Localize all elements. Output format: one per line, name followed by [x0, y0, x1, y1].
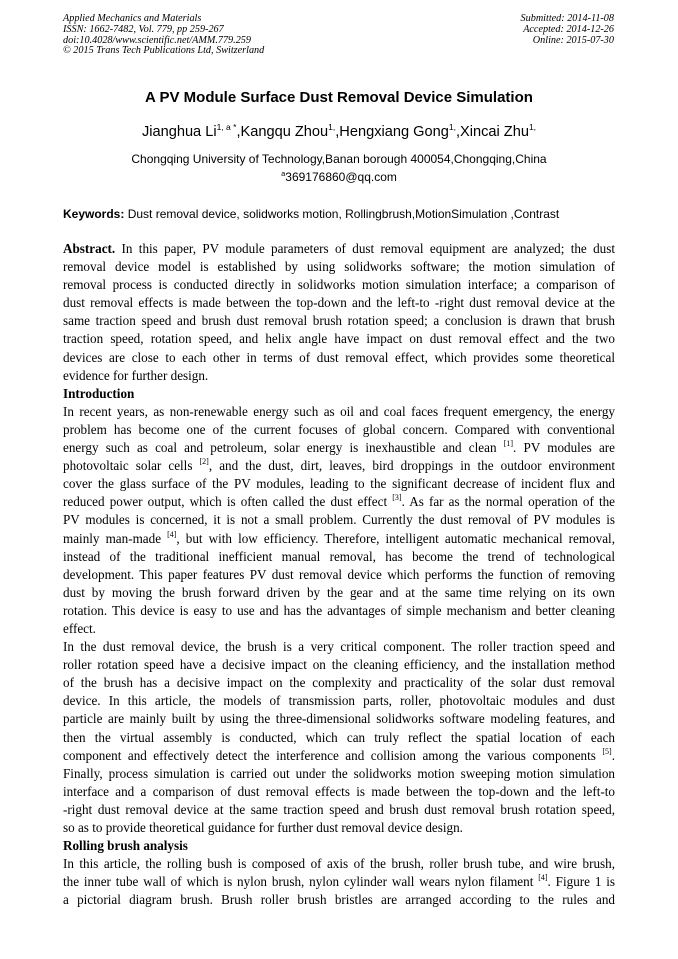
text-run: mainly man-made [63, 530, 168, 546]
text-line: a pictorial diagram brush. Brush roller brush bristles are arranged according to the rules and [63, 892, 615, 908]
text-line: so as to provide theoretical guidance for further dust removal device design. [63, 820, 463, 835]
text-run: photovoltaic solar cells [63, 458, 200, 474]
text-run: , and the dust, dirt, leaves, bird droppings in the outdoor environment [208, 458, 616, 474]
author-affil-mark: 1, a * [216, 122, 237, 132]
text-line: devices are close to each other in terms of dust removal effect, which provides some theoretical [63, 349, 615, 365]
text-line [63, 240, 615, 258]
issn-line: ISSN: 1662-7482, Vol. 779, pp 259-267 [63, 23, 224, 35]
text-line: of the brush has a decisive impact on the complexity and practicality of the solar dust removal [63, 675, 615, 691]
paper-title: A PV Module Surface Dust Removal Device Simulation [145, 89, 533, 106]
citation: [2] [199, 457, 209, 467]
text-run: energy such as coal and petroleum, solar energy is inexhaustible and clean [63, 440, 504, 456]
text-line: cover the glass surface of the PV modules, leading to the significant decrease of incident flux and [63, 476, 615, 492]
text-line: instead of the traditional inefficient manual removal, has become the trend of technological [63, 548, 615, 564]
author-name: ,Xincai Zhu [455, 124, 529, 140]
text-line: interface and a comparison of dust removal effects is made between the top-down and the left-to [63, 783, 615, 799]
keywords-text: Dust removal device, solidworks motion, Rollingbrush,MotionSimulation ,Contrast [124, 207, 560, 221]
author-affil-mark: 1, [328, 122, 336, 132]
text-line: evidence for further design. [63, 367, 209, 383]
text-run: component and effectively detect the interference and collision among the various components [63, 747, 603, 763]
text-run: , but with low efficiency. Therefore, intelligent automatic mechanical removal, [176, 530, 615, 546]
text-line: In this article, the rolling bush is composed of axis of the brush, roller brush tube, and wire brush, [63, 856, 615, 872]
text-line: removal device model is established by using solidworks software; the motion simulation of [63, 259, 615, 275]
author-name: ,Hengxiang Gong [335, 124, 449, 140]
text-line: dust by moving the brush forward driven by the gear and at the same time relying on its own [63, 584, 615, 600]
affiliation: Chongqing University of Technology,Banan borough 400054,Chongqing,China [131, 152, 547, 166]
text-run: . [611, 747, 615, 763]
keywords-label: Keywords: [63, 207, 125, 221]
author-list [0, 124, 678, 140]
main-text [63, 240, 615, 909]
introduction-paragraph-2 [63, 638, 615, 837]
copyright-line: © 2015 Trans Tech Publications Ltd, Switzerland [63, 45, 265, 57]
text-line [63, 747, 615, 765]
citation: [1] [503, 439, 514, 449]
citation: [4] [538, 873, 548, 883]
text-line: same traction speed and brush dust removal brush rotation speed; a conclusion is drawn that brush [63, 313, 615, 329]
text-line: development. This paper features PV dust removal device which performs the function of removing [63, 566, 615, 582]
introduction-paragraph-1 [63, 403, 615, 638]
abstract-label: Abstract. [63, 241, 116, 256]
text-line: PV modules is concerned, it is not a small problem. Currently the dust removal of PV modules is [63, 512, 615, 528]
submission-dates [521, 14, 614, 46]
citation: [3] [392, 493, 402, 503]
doi-line: doi:10.4028/www.scientific.net/AMM.779.259 [63, 34, 251, 46]
journal-name: Applied Mechanics and Materials [63, 13, 202, 24]
author-name: ,Kangqu Zhou [236, 124, 329, 140]
citation: [5] [602, 746, 612, 756]
section-heading-rolling-brush: Rolling brush analysis [63, 838, 188, 854]
text-line: effect. [63, 620, 96, 636]
text-line [63, 457, 615, 475]
text-run: reduced power output, which is often called the dust effect [63, 494, 393, 510]
text-line [63, 439, 615, 457]
keywords [63, 207, 623, 221]
citation: [4] [167, 529, 177, 539]
author-affil-mark: 1, [448, 122, 456, 132]
text-run: . Figure 1 is [547, 874, 615, 890]
text-run: the inner tube wall of which is nylon brush, nylon cylinder wall wears nylon filament [63, 874, 539, 890]
journal-info [63, 14, 264, 57]
text-line: particle are mainly built by using the three-dimensional solidworks software modeling features, and [63, 711, 615, 727]
text-run: . PV modules are [513, 440, 616, 456]
text-run: . As far as the normal operation of the [401, 494, 616, 510]
text-line: problem has become one of the current focuses of global concern. Compared with conventional [63, 421, 615, 437]
text-line: roller rotation speed have a decisive impact on the cleaning efficiency, and the installation method [63, 657, 615, 673]
text-line: removal process is conducted directly in solidworks motion simulation interface; a comparison of [63, 277, 615, 293]
submitted-date: Submitted: 2014-11-08 [520, 13, 614, 24]
text-line [63, 493, 615, 511]
text-line: In recent years, as non-renewable energy such as oil and coal faces frequent emergency, the energy [63, 403, 615, 419]
rolling-brush-paragraph [63, 855, 615, 909]
accepted-date: Accepted: 2014-12-26 [523, 23, 614, 35]
text-line: In the dust removal device, the brush is a very critical component. The roller traction speed and [63, 639, 615, 655]
abstract-text: In this paper, PV module parameters of dust removal equipment are analyzed; the dust [115, 241, 615, 256]
text-line: then the virtual assembly is conducted, which can truly reflect the spatial location of each [63, 729, 615, 745]
author-name: Jianghua Li [141, 124, 217, 140]
text-line: device. In this article, the models of transmission parts, roller, photovoltaic modules and dust [63, 693, 615, 709]
text-line [63, 873, 615, 891]
text-line [63, 530, 615, 548]
text-line: traction speed, rotation speed, and helix angle have impact on dust removal effect and the two [63, 331, 615, 347]
email-mark: a [281, 169, 286, 178]
text-line: -right dust removal device at the same traction speed and brush dust removal brush rotation speed, [63, 801, 615, 817]
text-line: Finally, process simulation is carried out under the solidworks motion sweeping motion simulation [63, 765, 615, 781]
text-line: dust removal effects is made between the top-down and the left-to -right dust removal device at the [63, 295, 615, 311]
section-heading-introduction: Introduction [63, 385, 135, 401]
author-affil-mark: 1, [528, 122, 537, 132]
online-date: Online: 2015-07-30 [532, 34, 614, 46]
text-line: rotation. This device is easy to use and has the advantages of simple mechanism and better cleaning [63, 602, 615, 618]
email-address: 369176860@qq.com [285, 170, 397, 184]
abstract [63, 240, 615, 385]
email-line [0, 170, 678, 184]
